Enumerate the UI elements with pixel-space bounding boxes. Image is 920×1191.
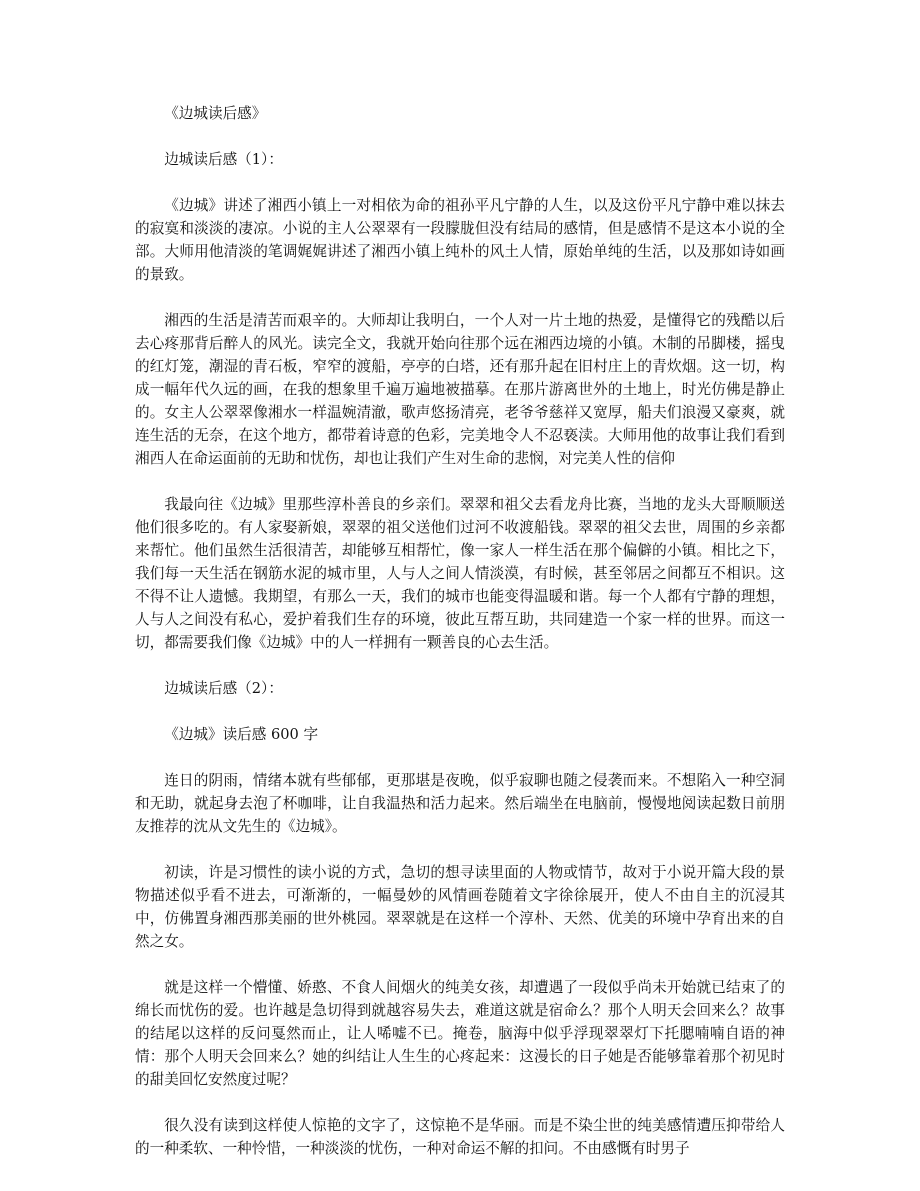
paragraph: 就是这样一个懵懂、娇憨、不食人间烟火的纯美女孩，却遭遇了一段似乎尚未开始就已结束了的绵长而忧伤的爱。也许越是急切得到就越容易失去，难道这就是宿命么？那个人明天会回来么？故事的结尾以这样的反问戛然而止，让人唏嘘不已。掩卷，脑海中似乎浮现翠翠灯下托腮喃喃自语的神情：那个人明天会回来么？她的纠结让人生生的心疼起来：这漫长的日子她是否能够靠着那个初见时的甜美回忆安然度过呢？	[135, 979, 785, 1088]
section2-heading: 边城读后感（2）：	[164, 680, 283, 697]
section1-heading: 边城读后感（1）：	[164, 151, 283, 168]
document-title: 《边城读后感》	[164, 105, 267, 122]
paragraph: 我最向往《边城》里那些淳朴善良的乡亲们。翠翠和祖父去看龙舟比赛，当地的龙头大哥顺顺送他们很多吃的。有人家娶新娘，翠翠的祖父送他们过河不收渡船钱。翠翠的祖父去世，周围的乡亲都来帮忙。他们虽然生活很清苦，却能够互相帮忙，像一家人一样生活在那个偏僻的小镇。相比之下，我们每一天生活在钢筋水泥的城市里，人与人之间人情淡漠，有时候，甚至邻居之间都互不相识。这不得不让人遗憾。我期望，有那么一天，我们的城市也能变得温暖和谐。每一个人都有宁静的理想，人与人之间没有私心，爱护着我们生存的环境，彼此互帮互助，共同建造一个家一样的世界。而这一切，都需要我们像《边城》中的人一样拥有一颗善良的心去生活。	[135, 496, 785, 651]
section2-subtitle: 《边城》读后感 600 字	[164, 726, 319, 743]
paragraph: 很久没有读到这样使人惊艳的文字了，这惊艳不是华丽。而是不染尘世的纯美感情遭压抑带给人的一种柔软、一种怜惜，一种淡淡的忧伤，一种对命运不解的扣问。不由感慨有时男子	[135, 1117, 785, 1157]
document-body	[135, 102, 785, 1183]
paragraph: 初读，许是习惯性的读小说的方式，急切的想寻读里面的人物或情节，故对于小说开篇大段的景物描述似乎看不进去，可渐渐的，一幅曼妙的风情画卷随着文字徐徐展开，使人不由自主的沉浸其中，仿佛置身湘西那美丽的世外桃园。翠翠就是在这样一个淳朴、天然、优美的环境中孕育出来的自然之女。	[135, 864, 785, 950]
paragraph: 连日的阴雨，情绪本就有些郁郁，更那堪是夜晚，似乎寂聊也随之侵袭而来。不想陷入一种空洞和无助，就起身去泡了杯咖啡，让自我温热和活力起来。然后端坐在电脑前，慢慢地阅读起数日前朋友推荐的沈从文先生的《边城》。	[135, 772, 785, 835]
paragraph: 湘西的生活是清苦而艰辛的。大师却让我明白，一个人对一片土地的热爱，是懂得它的残酷以后去心疼那背后醉人的风光。读完全文，我就开始向往那个远在湘西边境的小镇。木制的吊脚楼，摇曳的红灯笼，潮湿的青石板，窄窄的渡船，亭亭的白塔，还有那升起在旧村庄上的青炊烟。这一切，构成一幅年代久远的画，在我的想象里千遍万遍地被描摹。在那片游离世外的土地上，时光仿佛是静止的。女主人公翠翠像湘水一样温婉清澈，歌声悠扬清亮，老爷爷慈祥又宽厚，船夫们浪漫又豪爽，就连生活的无奈，在这个地方，都带着诗意的色彩，完美地令人不忍亵渎。大师用他的故事让我们看到湘西人在命运面前的无助和忧伤，却也让我们产生对生命的悲悯，对完美人性的信仰	[135, 312, 785, 467]
paragraph: 《边城》讲述了湘西小镇上一对相依为命的祖孙平凡宁静的人生，以及这份平凡宁静中难以抹去的寂寞和淡淡的凄凉。小说的主人公翠翠有一段朦胧但没有结局的感情，但是感情不是这本小说的全部。大师用他清淡的笔调娓娓讲述了湘西小镇上纯朴的风土人情，原始单纯的生活，以及那如诗如画的景致。	[135, 197, 785, 283]
